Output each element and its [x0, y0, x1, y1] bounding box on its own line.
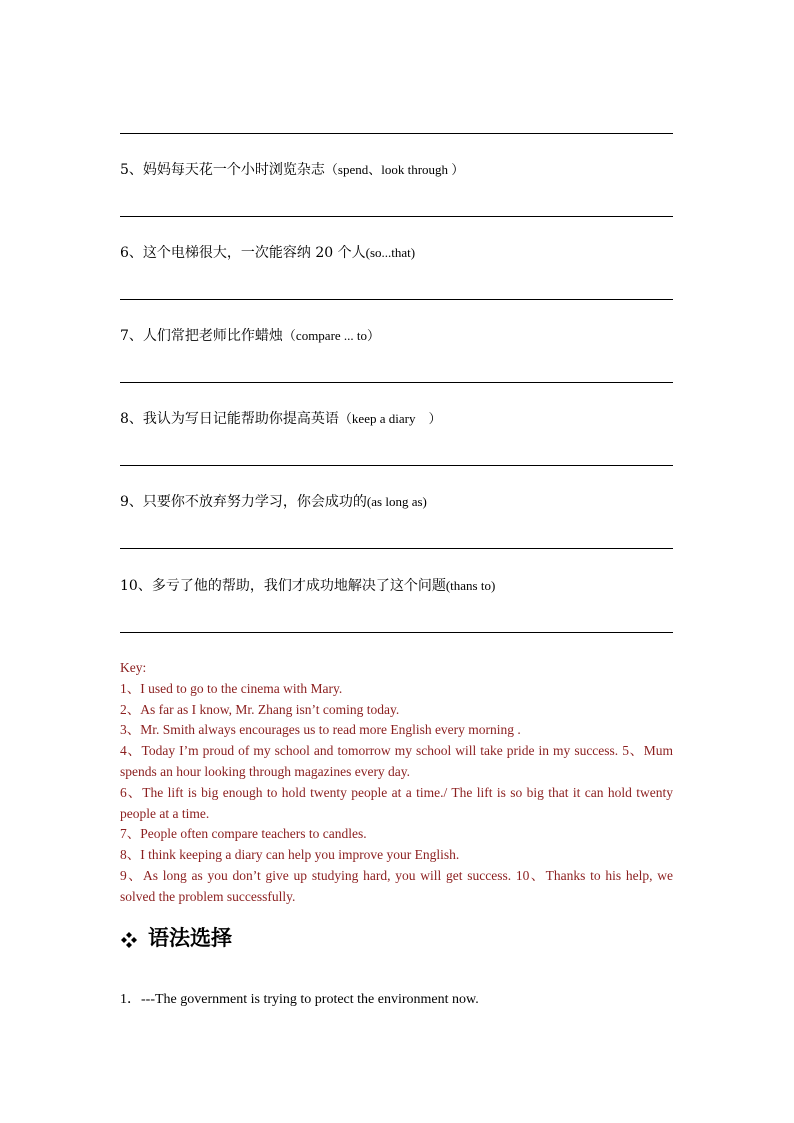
answer-line: [120, 133, 673, 134]
diamond-cluster-icon: [120, 931, 138, 949]
question-text: 这个电梯很大，一次能容纳 20 个人: [142, 245, 366, 261]
question-hint: （compare ... to）: [282, 328, 381, 343]
grammar-question-1: [120, 988, 479, 1008]
section-title: 语法选择: [148, 926, 232, 950]
key-answer-4-5: 4、Today I’m proud of my school and tomorrow my school will take pride in my success. 5、Mum spends an hour looking through magazines every day.: [120, 743, 673, 779]
section-header: [120, 922, 232, 952]
question-number: 7、: [120, 328, 143, 344]
question-8: [120, 410, 680, 428]
question-number: 5、: [120, 162, 143, 178]
question-hint: (so...that): [365, 245, 416, 260]
answer-key: [120, 658, 673, 908]
answer-line: [120, 465, 673, 466]
question-hint: (thans to): [445, 578, 496, 593]
question-text: 人们常把老师比作蜡烛: [142, 328, 283, 344]
question-number: 9、: [120, 494, 143, 510]
answer-line: [120, 632, 673, 633]
key-answer-1: 1、I used to go to the cinema with Mary.: [120, 680, 343, 696]
answer-line: [120, 382, 673, 383]
question-hint: （keep a diary ）: [338, 411, 442, 426]
key-answer-9-10: 9、As long as you don’t give up studying hard, you will get success. 10、Thanks to his help, we solved the problem successfully.: [120, 867, 673, 904]
key-answer-8: 8、I think keeping a diary can help you improve your English.: [120, 847, 460, 863]
question-6: [120, 244, 680, 262]
question-text: ---The government is trying to protect the environment now.: [141, 992, 479, 1007]
question-9: [120, 493, 680, 511]
key-answer-7: 7、People often compare teachers to candles.: [120, 826, 367, 842]
question-text: 只要你不放弃努力学习，你会成功的: [142, 494, 367, 510]
question-5: [120, 161, 680, 179]
question-number: 8、: [120, 411, 143, 427]
question-hint: （spend、look through ）: [324, 162, 465, 177]
question-text: 妈妈每天花一个小时浏览杂志: [142, 162, 325, 178]
key-answer-6: 6、The lift is big enough to hold twenty people at a time./ The lift is so big that it can hold twenty people at a time.: [120, 784, 673, 821]
question-number: 6、: [120, 245, 143, 261]
question-7: [120, 327, 680, 345]
question-text: 我认为写日记能帮助你提高英语: [142, 411, 339, 427]
question-hint: (as long as): [366, 494, 427, 509]
key-answer-3: 3、Mr. Smith always encourages us to read more English every morning .: [120, 722, 521, 738]
key-label: Key:: [120, 660, 147, 675]
answer-line: [120, 216, 673, 217]
question-10: [120, 577, 680, 595]
question-number: 10、: [120, 578, 152, 594]
key-answer-2: 2、As far as I know, Mr. Zhang isn’t coming today.: [120, 701, 400, 717]
question-text: 多亏了他的帮助，我们才成功地解决了这个问题: [151, 578, 446, 594]
answer-line: [120, 548, 673, 549]
answer-line: [120, 299, 673, 300]
question-number: 1．: [120, 992, 141, 1007]
